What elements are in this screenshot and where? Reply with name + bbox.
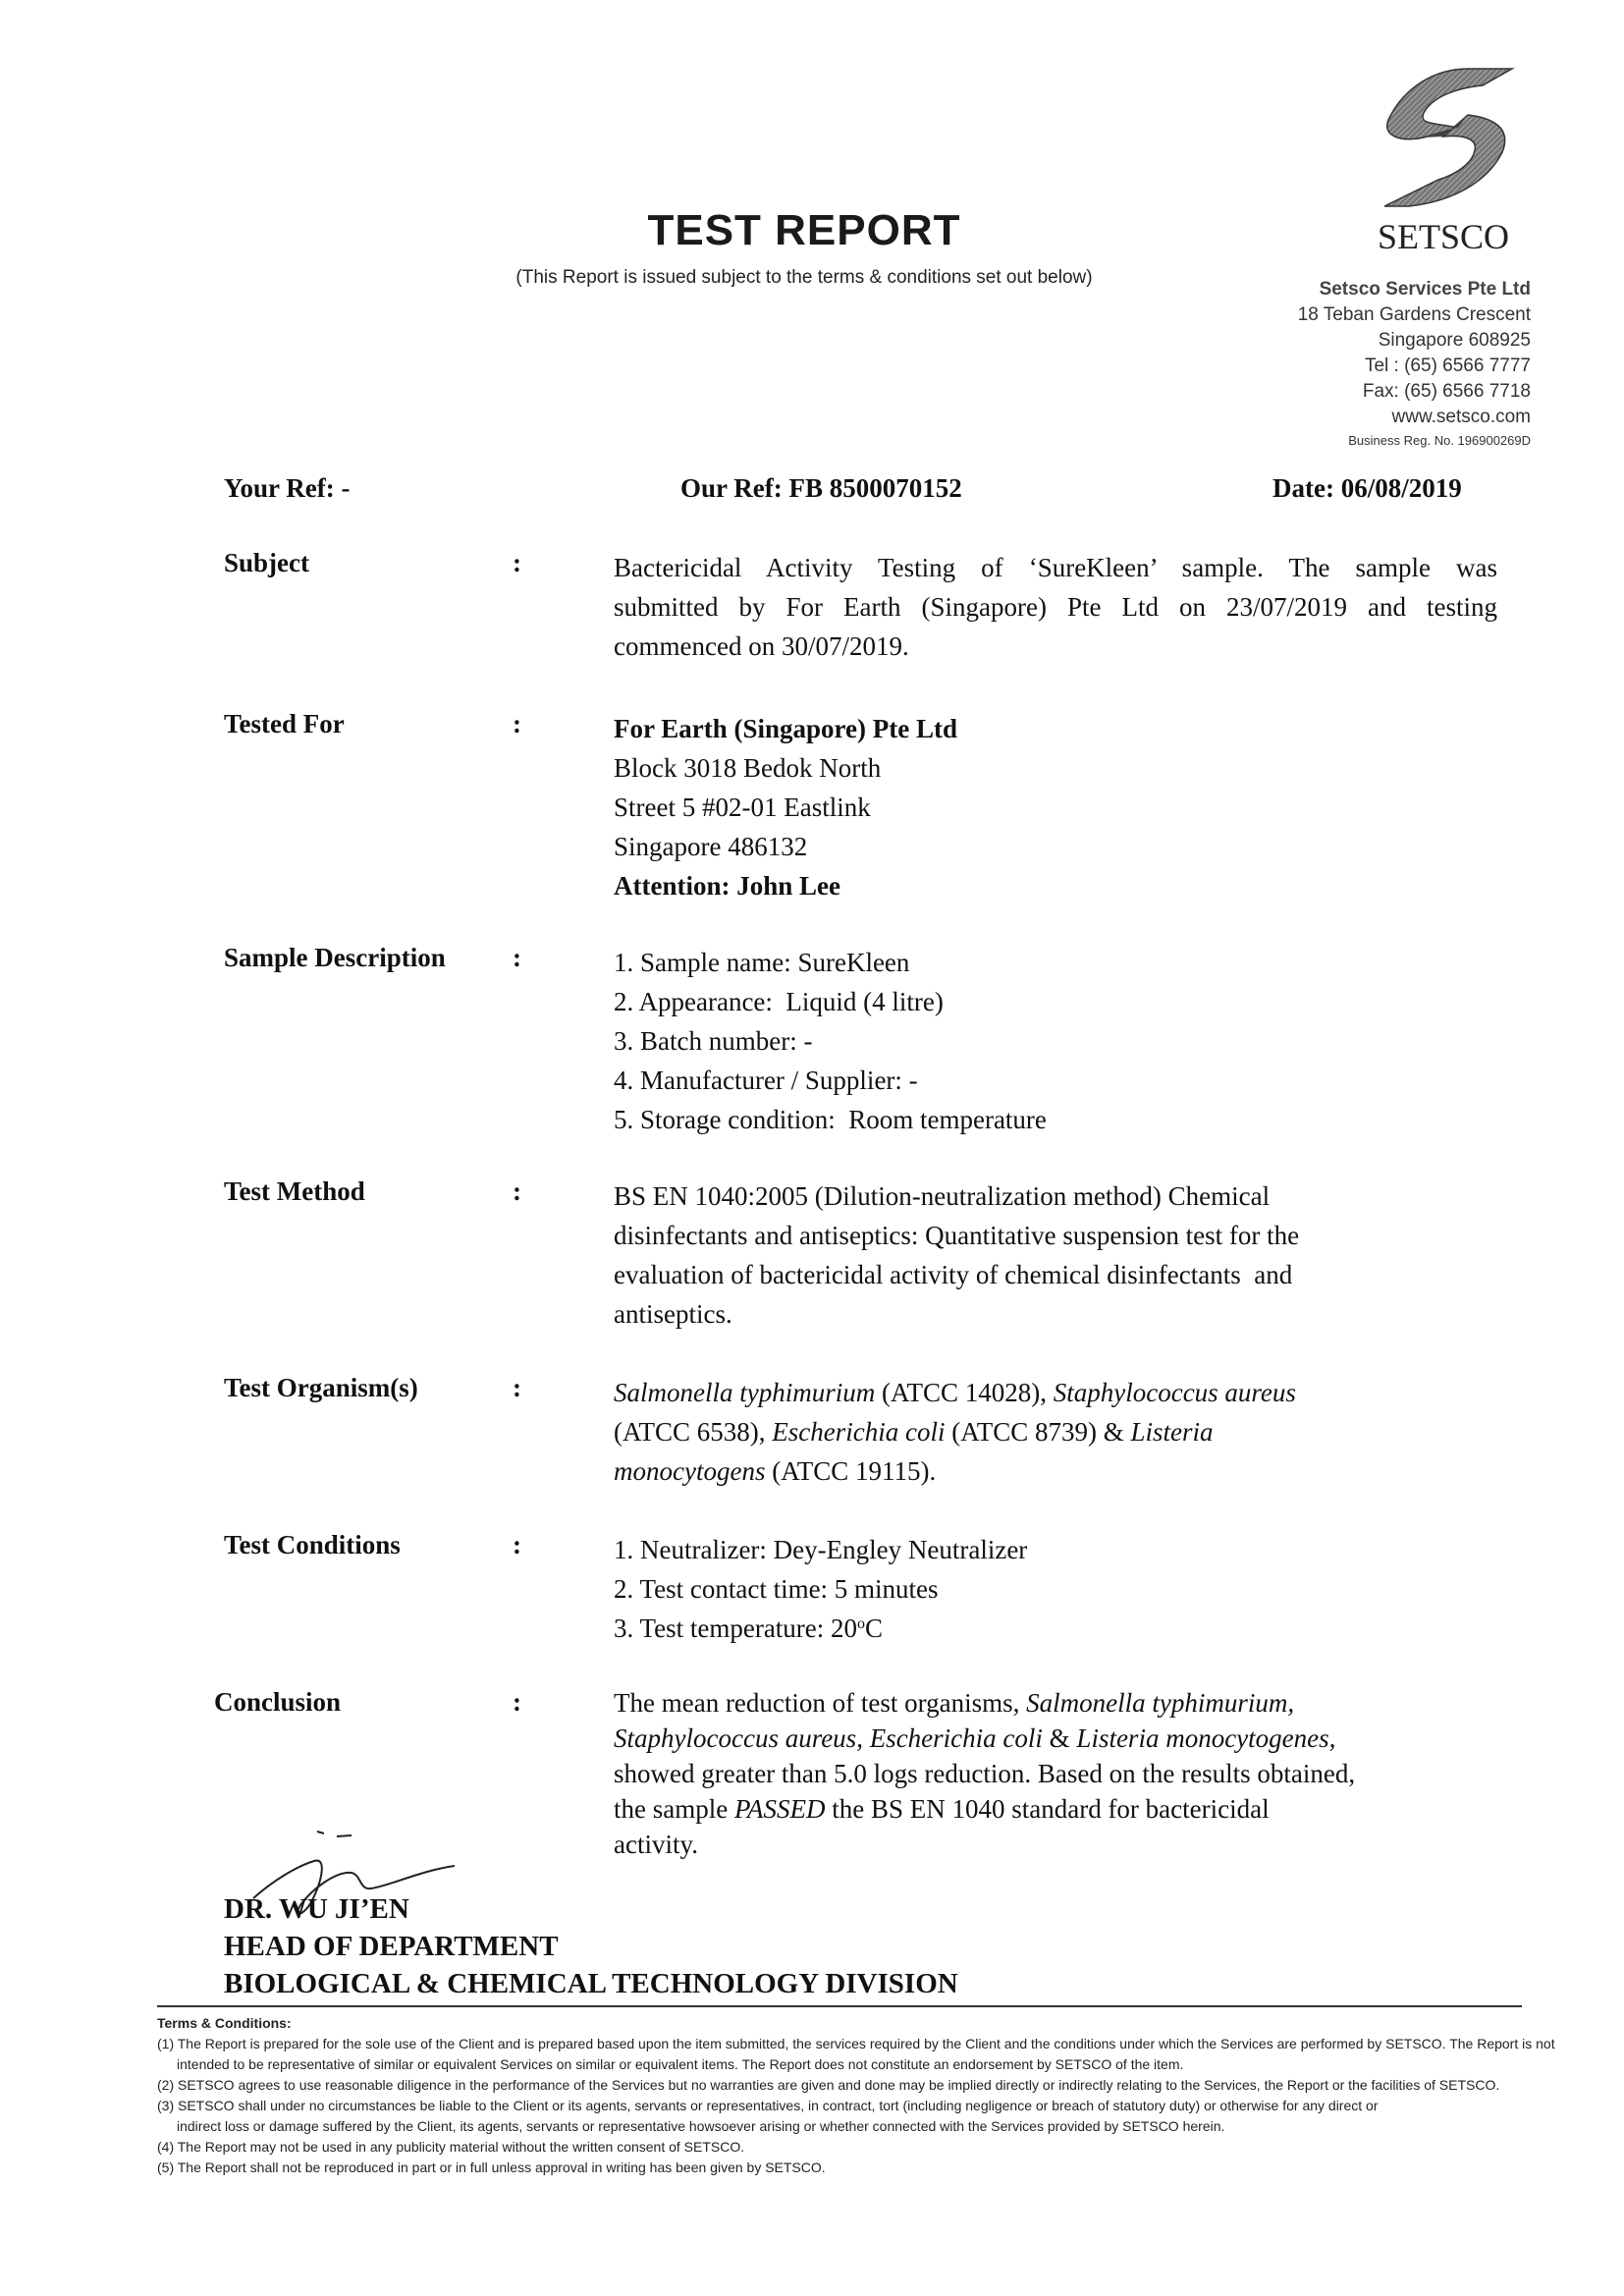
sample-item: 2. Appearance: Liquid (4 litre) [614,987,944,1016]
terms-item-cont: indirect loss or damage suffered by the Client, its agents, servants or representative howsoever arising or whether connected with the Services provided by SETSCO herein. [177,2118,1225,2134]
signatory-block [224,1890,958,2002]
company-address-2: Singapore 608925 [1378,330,1531,351]
report-subtitle: (This Report is issued subject to the terms & conditions set out below) [515,267,1093,288]
conclusion-colon: : [513,1687,521,1717]
organism-name: Salmonella typhimurium [614,1378,876,1407]
setsco-logo-icon [1365,64,1532,211]
test-method-line-2: disinfectants and antiseptics: Quantitative suspension test for the [614,1221,1300,1250]
condition-item: 1. Neutralizer: Dey-Engley Neutralizer [614,1535,1028,1564]
terms-item: (5) The Report shall not be reproduced in part or in full unless approval in writing has been given by SETSCO. [157,2159,826,2175]
company-address-block [1298,277,1531,452]
terms-item: (3) SETSCO shall under no circumstances be liable to the Client or its agents, servants or representatives, in contract, tort (including negligence or breach of statutory duty) or otherwise for any direct or [157,2098,1379,2113]
test-method-colon: : [513,1176,521,1206]
condition-item: 2. Test contact time: 5 minutes [614,1574,939,1604]
your-ref: Your Ref: - [224,473,351,503]
test-organisms-colon: : [513,1373,521,1402]
passed-result: PASSED [733,1794,826,1824]
signatory-name: DR. WU JI’EN [224,1893,409,1925]
subject-label: Subject [224,548,309,577]
sample-description-label: Sample Description [224,943,446,972]
sample-item: 1. Sample name: SureKleen [614,948,910,977]
condition-item: 3. Test temperature: 20$^o$C [614,1613,884,1643]
company-website: www.setsco.com [1391,407,1531,427]
terms-divider [157,2005,1522,2007]
logo-wordmark: SETSCO [1377,217,1510,256]
our-ref: Our Ref: FB 8500070152 [680,473,962,503]
sample-description-colon: : [513,943,521,972]
subject-line-3: commenced on 30/07/2019. [614,631,909,661]
subject-content [614,548,1497,666]
test-method-line-3: evaluation of bactericidal activity of chemical disinfectants and [614,1260,1293,1289]
company-business-reg: Business Reg. No. 196900269D [1348,433,1531,448]
client-company: For Earth (Singapore) Pte Ltd [614,714,957,743]
organism-name: Escherichia coli [772,1417,946,1447]
tested-for-label: Tested For [224,709,345,738]
test-organisms-content: Salmonella typhimurium (ATCC 14028), Staphylococcus aureus (ATCC 6538), Escherichia coli (ATCC 8739) & Listeria monocytogens (ATCC 19115). [614,1378,1296,1486]
sample-description-content [614,943,1497,1139]
test-conditions-content [614,1530,1497,1648]
client-address-2: Street 5 #02-01 Eastlink [614,793,871,822]
test-organisms-label: Test Organism(s) [224,1373,418,1402]
report-title: TEST REPORT [647,206,961,254]
sample-item: 4. Manufacturer / Supplier: - [614,1066,918,1095]
subject-line-2: submitted by For Earth (Singapore) Pte Ltd on 23/07/2019 and testing [614,592,1497,622]
terms-item: (2) SETSCO agrees to use reasonable diligence in the performance of the Services but no warranties are given and done may be implied directly or indirectly relating to the Services, the Report or the facilities of SETSCO. [157,2077,1500,2093]
tested-for-content [614,709,1497,905]
test-conditions-colon: : [513,1530,521,1559]
sample-item: 3. Batch number: - [614,1026,813,1056]
terms-item-cont: intended to be representative of similar or equivalent Services on similar or equivalent items. The Report does not constitute an endorsement by SETSCO of the item. [177,2056,1184,2072]
test-method-label: Test Method [224,1176,365,1206]
organism-name: Staphylococcus aureus [1053,1378,1296,1407]
company-tel: Tel : (65) 6566 7777 [1364,355,1531,376]
conclusion-content: The mean reduction of test organisms, Salmonella typhimurium, Staphylococcus aureus, Escherichia coli & Listeria monocytogenes, showed greater than 5.0 logs reduction. Based on the results obtained, the sample PASSED the BS EN 1040 standard for bactericidal activity. [614,1688,1356,1859]
organism-name: Listeria [1130,1417,1214,1447]
subject-line-1: Bactericidal Activity Testing of ‘SureKleen’ sample. The sample was [614,553,1497,582]
terms-title: Terms & Conditions: [157,2015,292,2031]
terms-item: (1) The Report is prepared for the sole use of the Client and is prepared based upon the item submitted, the services required by the Client and the conditions under which the Services are performed by SETSCO. The Report is not [157,2036,1555,2051]
signatory-division: BIOLOGICAL & CHEMICAL TECHNOLOGY DIVISION [224,1968,958,1999]
report-date: Date: 06/08/2019 [1272,473,1462,503]
test-method-line-4: antiseptics. [614,1299,732,1329]
subject-colon: : [513,548,521,577]
sample-item: 5. Storage condition: Room temperature [614,1105,1047,1134]
test-conditions-label: Test Conditions [224,1530,401,1559]
signatory-title: HEAD OF DEPARTMENT [224,1931,559,1962]
company-fax: Fax: (65) 6566 7718 [1362,381,1531,402]
client-address-1: Block 3018 Bedok North [614,753,882,783]
company-name: Setsco Services Pte Ltd [1319,279,1531,300]
company-address-1: 18 Teban Gardens Crescent [1297,304,1531,325]
tested-for-colon: : [513,709,521,738]
conclusion-label: Conclusion [214,1687,342,1717]
client-attention: Attention: John Lee [614,871,840,901]
client-address-3: Singapore 486132 [614,832,808,861]
test-method-line-1: BS EN 1040:2005 (Dilution-neutralization method) Chemical [614,1181,1271,1211]
organism-name: monocytogens [614,1456,766,1486]
terms-and-conditions [157,2013,1555,2178]
test-method-content [614,1176,1497,1334]
terms-item: (4) The Report may not be used in any publicity material without the written consent of SETSCO. [157,2139,745,2155]
